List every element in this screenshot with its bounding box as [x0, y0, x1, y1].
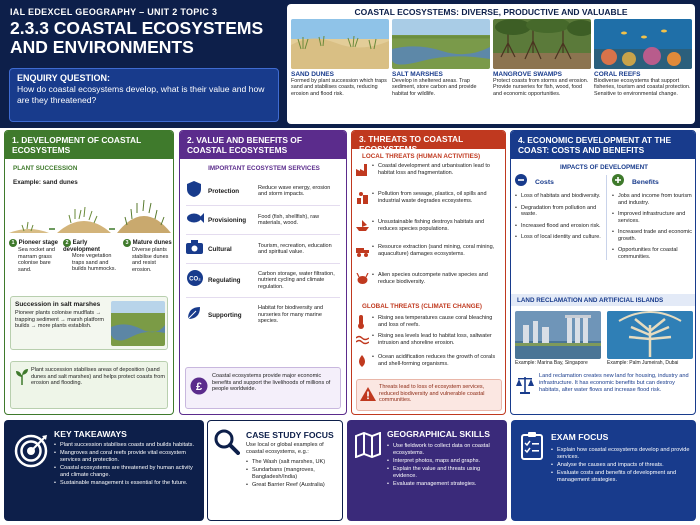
pollution-icon [356, 191, 372, 219]
eco-card-salt-marshes [392, 19, 490, 97]
succession-stage-2 [63, 239, 119, 273]
warning-icon [360, 387, 376, 406]
pound-icon [190, 377, 208, 400]
enquiry-question-box [9, 68, 279, 122]
sea-level-icon [356, 333, 372, 354]
threat-row [356, 333, 502, 354]
case-study-item: • The Wash (salt marshes, UK) [246, 459, 340, 466]
service-desc: Food (fish, shellfish), raw materials, wood. [258, 213, 320, 226]
threat-text: • Unsustainable fishing destroys habitats and reduces species populations. [372, 219, 502, 232]
service-name: Regulating [208, 277, 241, 284]
eco-desc: Protect coasts from storms and erosion. Provide nurseries for fish, wood, food and economic opportunities. [493, 78, 589, 97]
exam-item: • Explain how coastal ecosystems develop and provide services. [551, 447, 691, 461]
takeaway-item: • Coastal ecosystems are threatened by human activity and climate change. [54, 465, 199, 479]
checklist-icon [521, 432, 543, 465]
eco-desc: Develop in sheltered areas. Trap sediment, store carbon and provide habitat for wildlife. [392, 78, 477, 97]
reclamation-example-1 [515, 311, 601, 366]
cost-item: • Loss of habitats and biodiversity. [515, 193, 601, 200]
camera-icon [186, 240, 208, 259]
benefit-item: • Improved infrastructure and services. [612, 211, 692, 224]
costs-label: Costs [535, 178, 554, 186]
local-threats-list [356, 163, 502, 294]
exam-item: • Analyse the causes and impacts of threats. [551, 462, 691, 469]
course-kicker: IAL EDEXCEL GEOGRAPHY – UNIT 2 TOPIC 3 [10, 7, 218, 17]
eco-name: SALT MARSHES [392, 71, 443, 78]
marina-bay-photo [515, 311, 601, 359]
photo-caption: Example: Marina Bay, Singapore [515, 360, 588, 366]
panel4-heading: 4. ECONOMIC DEVELOPMENT AT THE COAST: COSTS AND BENEFITS [511, 131, 695, 159]
benefits-footer-box [185, 367, 341, 409]
eco-name: CORAL REEFS [594, 71, 641, 78]
plus-icon [612, 173, 624, 191]
exam-heading: EXAM FOCUS [551, 432, 609, 442]
panel-development [4, 130, 174, 415]
succession-stage-1 [9, 239, 59, 273]
service-row [186, 206, 340, 235]
page-title: 2.3.3 COASTAL ECOSYSTEMS AND ENVIRONMENTS [10, 18, 264, 57]
succession-footer-box [10, 361, 168, 409]
case-study-intro: Use local or global examples of coastal ecosystems, e.g.: [246, 442, 324, 455]
service-desc: Habitat for biodiversity and nurseries for many marine species. [258, 305, 324, 325]
skill-item: • Explain the value and threats using evidence. [387, 466, 501, 480]
benefit-item: • Increased trade and economic growth. [612, 229, 692, 242]
reclamation-example-2 [607, 311, 693, 366]
salt-marsh-box [10, 296, 168, 350]
exam-item: • Evaluate costs and benefits of development and management strategies. [551, 470, 691, 484]
skill-item: • Interpret photos, maps and graphs. [387, 458, 501, 465]
cost-item: • Loss of local identity and culture. [515, 234, 601, 241]
stage-title: Pioneer stage [18, 240, 59, 246]
land-reclamation-heading-bar [511, 294, 696, 306]
ecosystems-panel [287, 4, 695, 124]
threat-row [356, 244, 502, 272]
threats-footer-text: Threats lead to loss of ecosystem services, reduced biodiversity and vulnerable coastal communities. [379, 384, 485, 403]
service-desc: Tourism, recreation, education and spiritual value. [258, 242, 332, 255]
stage-number-badge: 2 [63, 239, 71, 247]
coral-reef-image [594, 19, 692, 69]
threat-text: • Pollution from sewage, plastics, oil spills and industrial waste degrades ecosystems. [372, 191, 502, 204]
eco-card-mangroves [493, 19, 591, 97]
enquiry-text: How do coastal ecosystems develop, what is their value and how are they threatened? [17, 84, 265, 105]
benefits-label: Benefits [632, 178, 659, 186]
impacts-heading: IMPACTS OF DEVELOPMENT [559, 164, 649, 171]
threat-text: • Rising sea temperatures cause coral bleaching and loss of reefs. [372, 315, 502, 328]
threat-text: • Ocean acidification reduces the growth of corals and shell-forming organisms. [372, 354, 502, 367]
ocean-acid-icon [356, 354, 372, 374]
mining-truck-icon [356, 244, 372, 272]
skills-heading: GEOGRAPHICAL SKILLS [387, 429, 490, 439]
threat-row [356, 315, 502, 333]
minus-icon [515, 173, 527, 191]
stage-number-badge: 1 [9, 239, 17, 247]
scales-icon [515, 375, 535, 400]
eco-name: SAND DUNES [291, 71, 334, 78]
service-row [186, 177, 340, 206]
takeaway-item: • Plant succession stabilises coasts and builds habitats. [54, 442, 199, 449]
exam-focus-box [511, 420, 696, 521]
sand-dunes-image [291, 19, 389, 69]
service-name: Supporting [208, 311, 242, 319]
succession-stage-3 [123, 239, 173, 273]
salt-marsh-image [392, 19, 490, 69]
geographical-skills-box [347, 420, 507, 521]
target-icon [14, 434, 48, 473]
threat-row [356, 272, 502, 294]
threats-footer-box [356, 379, 502, 411]
seedling-icon [15, 369, 29, 390]
fish-icon [186, 211, 208, 229]
stage-number-badge: 3 [123, 239, 131, 247]
service-row [186, 298, 340, 332]
service-name: Provisioning [208, 216, 247, 224]
svg-text:CO₂: CO₂ [189, 276, 201, 283]
case-study-box [207, 420, 343, 521]
panel-economic-development [510, 130, 696, 415]
eco-desc: Formed by plant succession which traps sand and stabilises coasts, reducing erosion and flood risk. [291, 78, 387, 97]
shield-icon [186, 180, 208, 203]
services-heading: IMPORTANT ECOSYSTEM SERVICES [208, 165, 320, 172]
land-reclamation-heading: LAND RECLAMATION AND ARTIFICIAL ISLANDS [517, 297, 664, 304]
threat-text: • Rising sea levels lead to habitat loss, saltwater intrusion and shoreline erosion. [372, 333, 502, 346]
panel2-heading: 2. VALUE AND BENEFITS OF COASTAL ECOSYSTEMS [180, 131, 346, 159]
header-banner [0, 0, 700, 128]
key-takeaways-box [4, 420, 204, 521]
panel-threats [351, 130, 506, 415]
threat-row [356, 163, 502, 191]
salt-marsh-text: Pioneer plants colonise mudflats → trapping sediment → marsh platform builds → more plants establish. [15, 310, 104, 329]
cost-item: • Degradation from pollution and waste. [515, 205, 601, 218]
stage-desc: Sea rocket and marram grass colonise bare sand. [18, 247, 55, 273]
service-row [186, 264, 340, 298]
service-row [186, 235, 340, 264]
factory-icon [356, 163, 372, 191]
service-desc: Reduce wave energy, erosion and storm impacts. [258, 184, 331, 197]
benefits-footer-text: Coastal ecosystems provide major economic benefits and support the livelihoods of millions of people worldwide. [212, 373, 331, 392]
services-list [186, 177, 340, 332]
panel3-heading: 3. THREATS TO COASTAL ECOSYSTEMS [352, 131, 505, 149]
skill-item: • Evaluate management strategies. [387, 481, 501, 488]
stage-desc: More vegetation traps sand and builds hummocks. [72, 253, 117, 272]
takeaway-item: • Sustainable management is essential for the future. [54, 480, 199, 487]
service-name: Cultural [208, 245, 232, 253]
eco-card-sand-dunes [291, 19, 389, 97]
service-name: Protection [208, 187, 240, 195]
leaf-icon [186, 305, 208, 326]
succession-footer-text: Plant succession stabilises areas of deposition (sand dunes and salt marshes) and helps protect coasts from erosion and flooding. [31, 367, 165, 386]
skill-item: • Use fieldwork to collect data on coastal ecosystems. [387, 443, 501, 457]
panel-value-benefits [179, 130, 347, 415]
benefit-item: • Opportunities for coastal communities. [612, 247, 692, 260]
threat-row [356, 191, 502, 219]
photo-caption: Example: Palm Jumeirah, Dubai [607, 360, 679, 366]
mangrove-image [493, 19, 591, 69]
costs-column [515, 175, 601, 241]
eco-name: MANGROVE SWAMPS [493, 71, 562, 78]
land-reclamation-text: Land reclamation creates new land for housing, industry and infrastructure. It has economic benefits but can destroy habitats, alter water flows and increase flood risk. [539, 373, 689, 393]
stage-title: Early development [63, 240, 101, 253]
service-desc: Carbon storage, water filtration, nutrient cycling and climate regulation. [258, 270, 335, 290]
benefit-item: • Jobs and income from tourism and industry. [612, 193, 692, 206]
alien-species-icon [356, 272, 372, 294]
plant-succession-heading: PLANT SUCCESSION [13, 165, 78, 172]
takeaways-heading: KEY TAKEAWAYS [54, 429, 127, 439]
magnifier-icon [214, 429, 240, 460]
threat-row [356, 219, 502, 244]
dune-succession-diagram [9, 189, 171, 244]
panel1-heading: 1. DEVELOPMENT OF COASTAL ECOSYSTEMS [5, 131, 173, 159]
threat-text: • Resource extraction (sand mining, coral mining, aquaculture) damages ecosystems. [372, 244, 502, 257]
threat-text: • Alien species outcompete native species and reduce biodiversity. [372, 272, 502, 285]
cost-item: • Increased flood and erosion risk. [515, 223, 601, 230]
case-study-heading: CASE STUDY FOCUS [246, 430, 334, 440]
map-icon [355, 432, 381, 463]
salt-marsh-heading: Succession in salt marshes [15, 301, 101, 308]
succession-example: Example: sand dunes [13, 179, 78, 186]
enquiry-heading: ENQUIRY QUESTION: [17, 73, 111, 83]
ecosystems-heading: COASTAL ECOSYSTEMS: DIVERSE, PRODUCTIVE AND VALUABLE [354, 7, 628, 17]
svg-text:£: £ [195, 381, 203, 393]
local-threats-heading: LOCAL THREATS (HUMAN ACTIVITIES) [362, 153, 481, 160]
case-study-item: • Great Barrier Reef (Australia) [246, 482, 340, 489]
takeaway-item: • Mangroves and coral reefs provide vital ecosystem services and protection. [54, 450, 199, 464]
benefits-column [606, 175, 692, 260]
global-threats-heading: GLOBAL THREATS (CLIMATE CHANGE) [362, 303, 482, 310]
eco-desc: Biodiverse ecosystems that support fisheries, tourism and coastal protection. Sensitive to environmental change. [594, 78, 691, 97]
co2-icon [186, 269, 208, 292]
eco-card-coral-reefs [594, 19, 692, 97]
fishing-boat-icon [356, 219, 372, 244]
case-study-item: • Sundarbans (mangroves, Bangladesh/India) [246, 467, 340, 481]
global-threats-list [356, 315, 502, 374]
threat-row [356, 354, 502, 374]
stage-desc: Diverse plants stabilise dunes and resist erosion. [132, 247, 169, 273]
salt-marsh-photo [111, 301, 165, 346]
palm-jumeirah-photo [607, 311, 693, 359]
thermometer-icon [356, 315, 372, 333]
stage-title: Mature dunes [132, 240, 172, 246]
threat-text: • Coastal development and urbanisation lead to habitat loss and fragmentation. [372, 163, 502, 176]
